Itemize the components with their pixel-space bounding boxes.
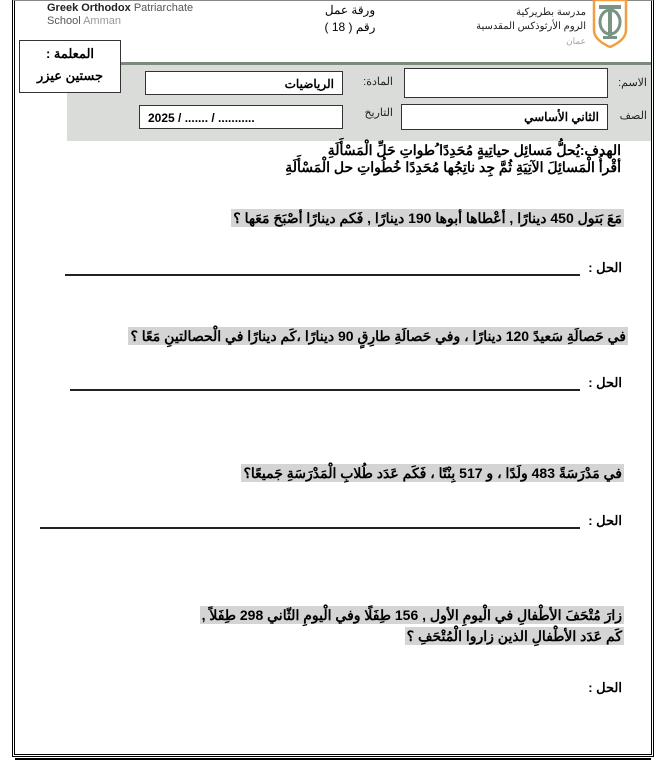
question-2 <box>128 326 628 347</box>
grade-label: الصف <box>619 110 647 122</box>
school-name-english <box>47 2 193 28</box>
answer-3-line[interactable] <box>40 527 580 529</box>
teacher-label: المعلمة : <box>45 46 95 61</box>
question-1 <box>231 208 624 229</box>
teacher-name: جستين عيزر <box>36 68 104 83</box>
worksheet-number: ( 18 ) <box>324 20 353 34</box>
subject-field[interactable]: الرياضيات <box>145 71 343 95</box>
worksheet-label: ورقة عمل <box>324 3 376 17</box>
worksheet-number-label: رقم <box>355 20 376 34</box>
school-word: School <box>47 15 81 27</box>
subject-label: المادة: <box>363 76 393 88</box>
date-label: التاريخ <box>364 107 393 119</box>
question-4-text-line-1: زارَ مُتْحَفَ الأطْفالِ في الْيومِ الأول , 156 طِفَلًا وفي الْيومِ الثّاني 298 طِفَلاً , <box>201 607 622 623</box>
question-1-text: مَعَ بَتول 450 دينارًا , أعْطاها أبوها 190 دينارًا , فَكم دينارًا أصْبَحَ مَعَها ؟ <box>233 210 622 226</box>
goal-line-1: الهدف:يُحلُّ مَسائِل حياتِيةٍ مُحَدِدًا ُطواتِ حَلِّ الْمَسْأَلَةِ <box>327 142 621 158</box>
answer-1[interactable] <box>62 260 622 280</box>
goal-line-2: أقْرأُ الْمَسائِلَ الآتِيَةِ ثُمَّ جِد ناتِجُها مُحَدِدًا خُطُواتِ حل الْمَسْأَلَةِ <box>285 159 621 175</box>
lesson-goal <box>285 142 621 176</box>
school-name-arabic <box>476 6 586 48</box>
answer-4-label: الحل : <box>588 680 622 695</box>
question-3-text: في مَدْرَسَةً 483 ولَدًا ، و 517 بِنْتًا ، فَكَم عَدَد طُلابِ الْمَدْرَسَةِ جَميعًا؟ <box>243 465 622 481</box>
answer-3[interactable] <box>32 513 622 533</box>
answer-3-label: الحل : <box>588 513 622 528</box>
answer-2-line[interactable] <box>70 389 580 391</box>
answer-4[interactable] <box>522 680 622 700</box>
name-field[interactable] <box>404 68 608 98</box>
city-en: Amman <box>83 15 121 27</box>
school-name-en-light: Patriarchate <box>133 2 194 14</box>
answer-1-line[interactable] <box>65 274 580 276</box>
school-name-en-bold: Greek Orthodox <box>47 2 131 14</box>
question-4-text-line-2: كَم عَدَد الأطْفالِ الذين زاروا الْمُتْحَفِ ؟ <box>406 628 622 644</box>
answer-2[interactable] <box>62 375 622 395</box>
school-ar-line1: مدرسة بطريركية <box>516 7 586 18</box>
question-4 <box>200 605 624 647</box>
school-ar-city: عمان <box>566 36 586 46</box>
question-2-text: في حَصالَةِ سَعيدً 120 دينارًا ، وفي حَصالَةِ طارِقٍ 90 دينارًا ،كَم دينارًا في الْحصالتينِ مَعًا ؟ <box>130 328 626 344</box>
question-3 <box>241 463 624 484</box>
grade-field[interactable]: الثاني الأساسي <box>401 104 608 130</box>
answer-2-label: الحل : <box>588 375 622 390</box>
worksheet-title <box>300 2 400 36</box>
name-label: الاسم: <box>618 77 647 89</box>
teacher-box <box>19 40 121 93</box>
answer-1-label: الحل : <box>588 260 622 275</box>
school-logo-icon <box>592 0 628 48</box>
school-ar-line2: الروم الأرثوذكس المقدسية <box>476 21 586 32</box>
date-field[interactable]: 2025 / ....... / ........... <box>139 105 343 129</box>
info-band <box>67 62 651 141</box>
